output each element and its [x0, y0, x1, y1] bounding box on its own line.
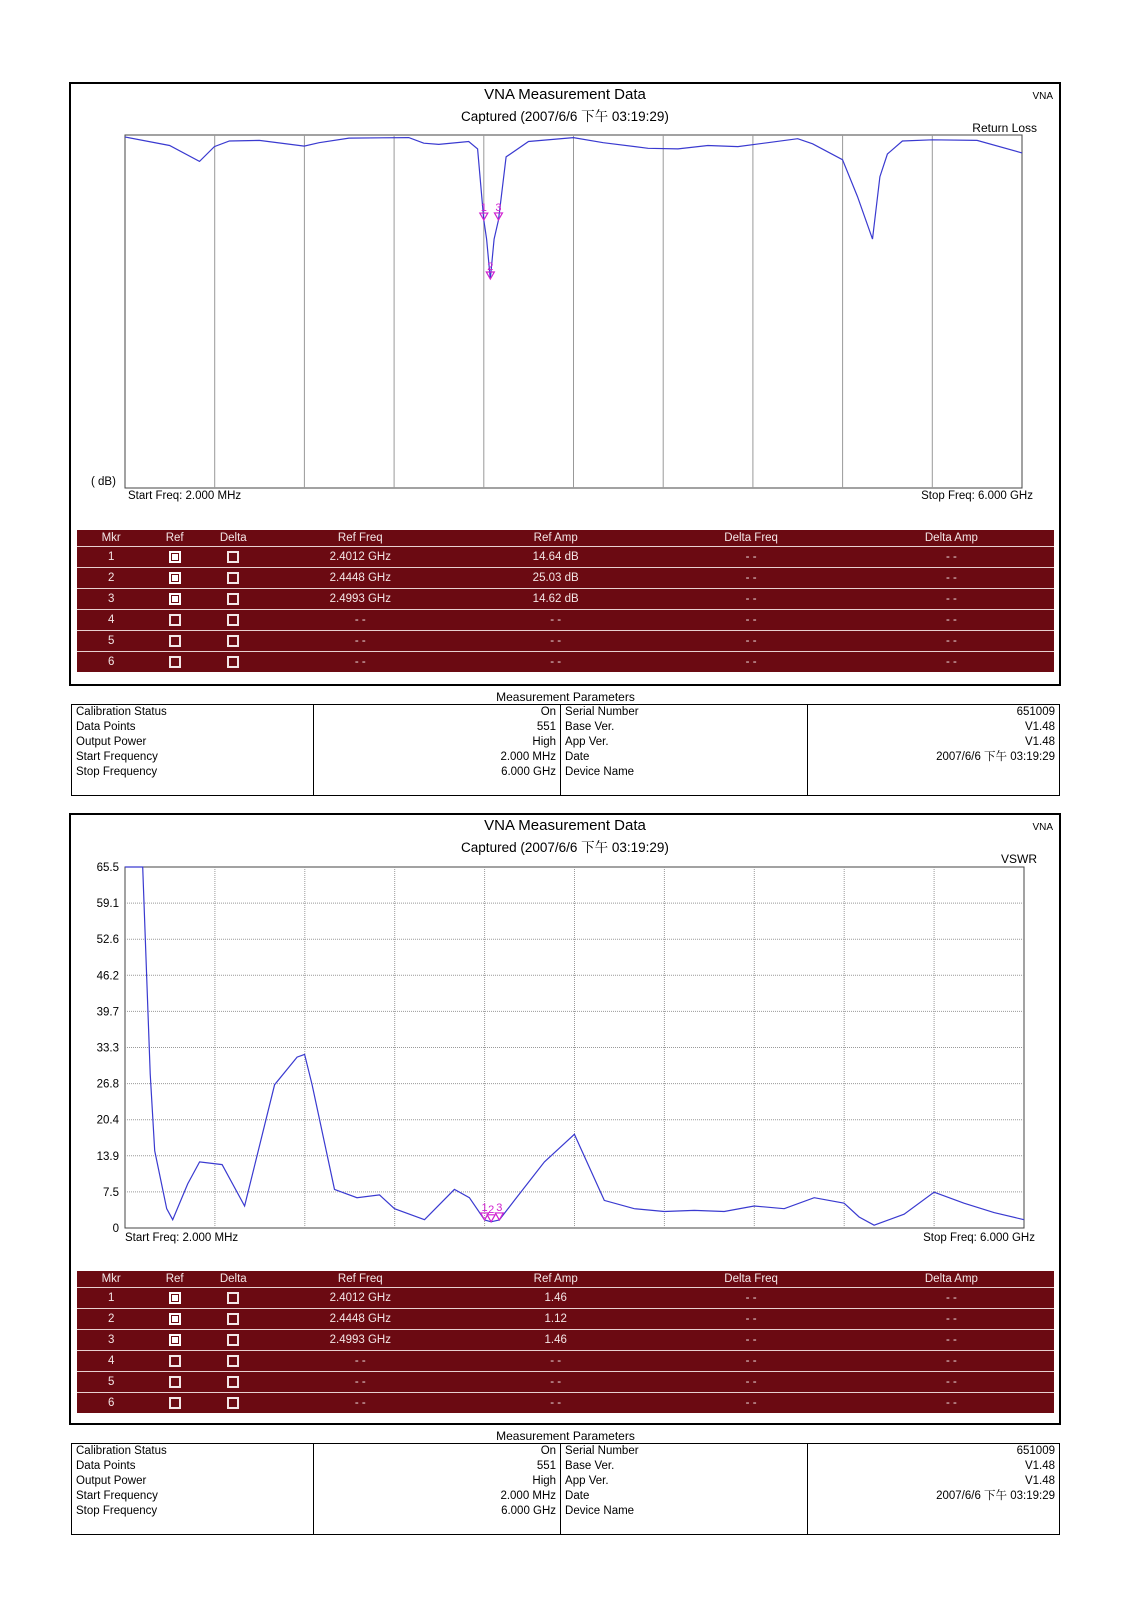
delta-cell: [204, 610, 263, 631]
y-tick-label: 39.7: [96, 1006, 119, 1019]
param-value: 6.000 GHz: [314, 1504, 561, 1519]
delta-cell: [204, 568, 263, 589]
param-name: Calibration Status: [72, 1444, 314, 1460]
param-value: 2007/6/6 下午 03:19:29: [808, 750, 1060, 765]
params-row: [72, 705, 1060, 721]
param-name: Serial Number: [561, 705, 808, 721]
delta-cell: [204, 1330, 263, 1351]
params-row: [72, 750, 1060, 765]
ref-checkbox[interactable]: [169, 656, 181, 668]
chart-title: VNA Measurement Data: [484, 817, 646, 834]
param-name: Stop Frequency: [72, 1504, 314, 1519]
start-freq-label: Start Freq: 2.000 MHz: [125, 1232, 239, 1244]
delta-checkbox[interactable]: [227, 572, 239, 584]
y-tick-label: 65.5: [96, 862, 119, 874]
param-name: [72, 1519, 314, 1535]
param-value: [314, 1519, 561, 1535]
ref-checkbox[interactable]: [169, 1313, 181, 1325]
marker-delta-amp: - -: [945, 1397, 957, 1409]
marker-label: 2: [488, 1203, 495, 1216]
marker-ref-freq: 2.4448 GHz: [263, 568, 458, 589]
ref-cell: [145, 1288, 204, 1309]
y-tick-label: 33.3: [96, 1042, 119, 1055]
marker-ref-freq: - -: [354, 1397, 366, 1409]
marker-header-cell: Delta Amp: [849, 530, 1054, 547]
param-name: Base Ver.: [561, 720, 808, 735]
marker-ref-amp: - -: [458, 1351, 653, 1372]
params-title: Measurement Parameters: [496, 1429, 635, 1443]
delta-cell: [204, 652, 263, 673]
marker-mkr: 5: [77, 631, 145, 652]
marker-row: [77, 1288, 1054, 1309]
params-row: [72, 1489, 1060, 1504]
y-unit-label: ( dB): [91, 476, 116, 488]
ref-checkbox[interactable]: [169, 1334, 181, 1346]
delta-checkbox[interactable]: [227, 551, 239, 563]
delta-checkbox[interactable]: [227, 656, 239, 668]
marker-delta-amp: - -: [849, 1330, 1054, 1351]
marker-delta-amp: - -: [849, 1288, 1054, 1309]
y-tick-label: 0: [112, 1223, 119, 1235]
ref-checkbox[interactable]: [169, 572, 181, 584]
marker-delta-freq: - -: [653, 1351, 848, 1372]
param-name: Device Name: [561, 1504, 808, 1519]
ref-cell: [145, 589, 204, 610]
marker-header-cell: Delta: [204, 1271, 263, 1288]
marker-row: [77, 589, 1054, 610]
trace-label: Return Loss: [972, 121, 1037, 135]
marker-ref-freq: - -: [263, 631, 458, 652]
delta-cell: [204, 1309, 263, 1330]
params-row: [72, 1504, 1060, 1519]
ref-checkbox[interactable]: [169, 1397, 181, 1409]
delta-checkbox[interactable]: [227, 1397, 239, 1409]
param-value: [808, 780, 1060, 796]
chart-title: VNA Measurement Data: [484, 86, 646, 103]
ref-cell: [145, 631, 204, 652]
vna-tag: VNA: [1032, 822, 1053, 833]
return-loss-panel: [69, 82, 1061, 686]
marker-delta-amp: - -: [849, 1372, 1054, 1393]
delta-checkbox[interactable]: [227, 1292, 239, 1304]
delta-checkbox[interactable]: [227, 593, 239, 605]
marker-ref-amp: 25.03 dB: [458, 568, 653, 589]
param-value: 651009: [808, 705, 1060, 721]
marker-ref-freq: - -: [263, 1351, 458, 1372]
marker-mkr: 4: [77, 1351, 145, 1372]
marker-mkr: 1: [77, 547, 145, 568]
marker-delta-freq: - -: [653, 610, 848, 631]
param-value: V1.48: [808, 1459, 1060, 1474]
marker-mkr: 6: [107, 1397, 115, 1409]
delta-checkbox[interactable]: [227, 1334, 239, 1346]
marker-delta-freq: - -: [653, 568, 848, 589]
marker-delta-freq: - -: [653, 1330, 848, 1351]
params-row: [72, 1519, 1060, 1535]
measurement-parameters: [71, 690, 1060, 796]
ref-cell: [145, 1351, 204, 1372]
ref-cell: [145, 1309, 204, 1330]
marker-table: [77, 530, 1054, 672]
param-name: Start Frequency: [72, 1489, 314, 1504]
marker-header-cell: Ref Freq: [263, 1271, 458, 1288]
marker-delta-freq: - -: [653, 547, 848, 568]
marker-row: [77, 1372, 1054, 1393]
marker-ref-amp: - -: [550, 1397, 562, 1409]
marker-delta-freq: - -: [745, 1397, 757, 1409]
marker-mkr: 3: [77, 1330, 145, 1351]
marker-delta-amp: - -: [849, 547, 1054, 568]
marker-header-cell: Ref: [145, 530, 204, 547]
param-name: Data Points: [72, 1459, 314, 1474]
ref-cell: [145, 610, 204, 631]
marker-ref-freq: - -: [263, 610, 458, 631]
marker-ref-freq: - -: [263, 1372, 458, 1393]
marker-row: [77, 631, 1054, 652]
marker-ref-freq: 2.4993 GHz: [263, 589, 458, 610]
marker-delta-amp: - -: [849, 1351, 1054, 1372]
ref-cell: [145, 547, 204, 568]
param-name: Output Power: [72, 1474, 314, 1489]
ref-checkbox[interactable]: [169, 614, 181, 626]
params-row: [72, 1474, 1060, 1489]
ref-checkbox[interactable]: [169, 593, 181, 605]
marker-header-cell: Ref Freq: [263, 530, 458, 547]
marker-header-cell: Ref: [145, 1271, 204, 1288]
ref-cell: [145, 568, 204, 589]
param-value: 651009: [808, 1444, 1060, 1460]
param-name: Output Power: [72, 735, 314, 750]
param-value: [808, 765, 1060, 780]
delta-cell: [204, 1288, 263, 1309]
measurement-parameters: [71, 1429, 1060, 1535]
delta-cell: [204, 1351, 263, 1372]
marker-ref-amp: - -: [550, 656, 562, 668]
param-value: On: [314, 1444, 561, 1460]
param-name: Data Points: [72, 720, 314, 735]
ref-checkbox[interactable]: [169, 1355, 181, 1367]
marker-row: [77, 1309, 1054, 1330]
vswr-plot: [96, 862, 1024, 1235]
param-value: 551: [314, 720, 561, 735]
marker-ref-freq: 2.4993 GHz: [263, 1330, 458, 1351]
param-name: App Ver.: [561, 735, 808, 750]
param-value: [314, 780, 561, 796]
marker-ref-amp: 1.46: [458, 1330, 653, 1351]
marker-delta-amp: - -: [945, 656, 957, 668]
param-name: App Ver.: [561, 1474, 808, 1489]
params-row: [72, 1459, 1060, 1474]
marker-header-cell: Mkr: [77, 530, 145, 547]
delta-checkbox[interactable]: [227, 1376, 239, 1388]
delta-cell: [204, 1372, 263, 1393]
delta-checkbox[interactable]: [227, 635, 239, 647]
marker-header-cell: Ref Amp: [458, 1271, 653, 1288]
params-row: [72, 1444, 1060, 1460]
param-name: Date: [561, 750, 808, 765]
marker-delta-freq: - -: [653, 1372, 848, 1393]
chart-subtitle: Captured (2007/6/6 下午 03:19:29): [461, 109, 669, 124]
marker-row: [77, 652, 1054, 673]
param-name: Serial Number: [561, 1444, 808, 1460]
marker-ref-amp: 14.62 dB: [458, 589, 653, 610]
marker-mkr: 2: [77, 1309, 145, 1330]
delta-cell: [204, 1393, 263, 1414]
param-name: [561, 1519, 808, 1535]
params-table: [71, 704, 1060, 796]
params-row: [72, 720, 1060, 735]
marker-mkr: 5: [77, 1372, 145, 1393]
delta-checkbox[interactable]: [227, 1355, 239, 1367]
param-value: [808, 1504, 1060, 1519]
marker-delta-amp: - -: [849, 568, 1054, 589]
marker-delta-amp: - -: [849, 589, 1054, 610]
ref-checkbox[interactable]: [169, 1292, 181, 1304]
marker-header-cell: Mkr: [77, 1271, 145, 1288]
marker-ref-freq: 2.4448 GHz: [263, 1309, 458, 1330]
marker-label: 1: [480, 202, 487, 215]
param-name: Calibration Status: [72, 705, 314, 721]
marker-header-cell: Ref Amp: [458, 530, 653, 547]
param-name: Base Ver.: [561, 1459, 808, 1474]
stop-freq-label: Stop Freq: 6.000 GHz: [923, 1232, 1035, 1244]
marker-delta-freq: - -: [653, 1309, 848, 1330]
marker-row: [77, 610, 1054, 631]
marker-delta-freq: - -: [745, 656, 757, 668]
marker-ref-amp: - -: [458, 1372, 653, 1393]
param-value: V1.48: [808, 1474, 1060, 1489]
delta-checkbox[interactable]: [227, 614, 239, 626]
marker-row: [77, 1393, 1054, 1414]
param-value: On: [314, 705, 561, 721]
marker-mkr: 6: [107, 656, 115, 668]
marker-label: 1: [481, 1201, 488, 1214]
param-name: Stop Frequency: [72, 765, 314, 780]
marker-ref-freq: 2.4012 GHz: [263, 1288, 458, 1309]
param-value: 2.000 MHz: [314, 750, 561, 765]
marker-table: [77, 1271, 1054, 1413]
params-row: [72, 765, 1060, 780]
y-tick-label: 52.6: [96, 934, 119, 947]
ref-checkbox[interactable]: [169, 635, 181, 647]
param-value: High: [314, 735, 561, 750]
marker-label: 3: [495, 201, 502, 214]
marker-label: 3: [496, 1201, 503, 1214]
param-name: Date: [561, 1489, 808, 1504]
y-tick-label: 26.8: [96, 1078, 119, 1091]
delta-cell: [204, 589, 263, 610]
marker-header-cell: Delta Freq: [653, 1271, 848, 1288]
marker-delta-amp: - -: [849, 631, 1054, 652]
marker-ref-amp: - -: [458, 631, 653, 652]
marker-label: 2: [487, 261, 494, 273]
delta-checkbox[interactable]: [227, 1313, 239, 1325]
param-value: 6.000 GHz: [314, 765, 561, 780]
marker-delta-amp: - -: [849, 610, 1054, 631]
ref-checkbox[interactable]: [169, 1376, 181, 1388]
marker-ref-freq: - -: [354, 656, 366, 668]
marker-ref-amp: 14.64 dB: [458, 547, 653, 568]
delta-cell: [204, 631, 263, 652]
marker-ref-amp: 1.46: [458, 1288, 653, 1309]
marker-mkr: 1: [77, 1288, 145, 1309]
marker-header-cell: Delta: [204, 530, 263, 547]
ref-checkbox[interactable]: [169, 551, 181, 563]
marker-ref-amp: 1.12: [458, 1309, 653, 1330]
params-title: Measurement Parameters: [496, 690, 635, 704]
marker-delta-freq: - -: [653, 631, 848, 652]
ref-cell: [145, 1393, 204, 1414]
marker-mkr: 2: [77, 568, 145, 589]
params-row: [72, 780, 1060, 796]
param-value: High: [314, 1474, 561, 1489]
marker-mkr: 4: [77, 610, 145, 631]
marker-delta-amp: - -: [849, 1309, 1054, 1330]
marker-header-cell: Delta Amp: [849, 1271, 1054, 1288]
param-name: [72, 780, 314, 796]
ref-cell: [145, 1372, 204, 1393]
params-row: [72, 735, 1060, 750]
vna-tag: VNA: [1032, 91, 1053, 102]
marker-row: [77, 547, 1054, 568]
y-tick-label: 59.1: [96, 898, 119, 911]
y-tick-label: 13.9: [96, 1150, 119, 1163]
marker-delta-freq: - -: [653, 1288, 848, 1309]
param-name: [561, 780, 808, 796]
y-tick-label: 7.5: [103, 1186, 119, 1199]
y-tick-label: 46.2: [96, 970, 119, 983]
start-freq-label: Start Freq: 2.000 MHz: [128, 490, 242, 502]
params-table: [71, 1443, 1060, 1535]
y-tick-label: 20.4: [96, 1114, 119, 1127]
marker-row: [77, 568, 1054, 589]
param-value: 2007/6/6 下午 03:19:29: [808, 1489, 1060, 1504]
marker-mkr: 3: [77, 589, 145, 610]
marker-delta-freq: - -: [653, 589, 848, 610]
marker-ref-amp: - -: [458, 610, 653, 631]
vswr-panel: [69, 813, 1061, 1425]
marker-row: [77, 1351, 1054, 1372]
marker-header-cell: Delta Freq: [653, 530, 848, 547]
stop-freq-label: Stop Freq: 6.000 GHz: [921, 490, 1033, 502]
param-value: V1.48: [808, 720, 1060, 735]
trace-label: VSWR: [1001, 852, 1037, 866]
param-value: V1.48: [808, 735, 1060, 750]
param-value: 2.000 MHz: [314, 1489, 561, 1504]
return-loss-plot: [125, 135, 1022, 488]
ref-cell: [145, 1330, 204, 1351]
marker-ref-freq: 2.4012 GHz: [263, 547, 458, 568]
delta-cell: [204, 547, 263, 568]
param-name: Start Frequency: [72, 750, 314, 765]
ref-cell: [145, 652, 204, 673]
param-value: 551: [314, 1459, 561, 1474]
param-value: [808, 1519, 1060, 1535]
marker-row: [77, 1330, 1054, 1351]
chart-subtitle: Captured (2007/6/6 下午 03:19:29): [461, 840, 669, 855]
param-name: Device Name: [561, 765, 808, 780]
